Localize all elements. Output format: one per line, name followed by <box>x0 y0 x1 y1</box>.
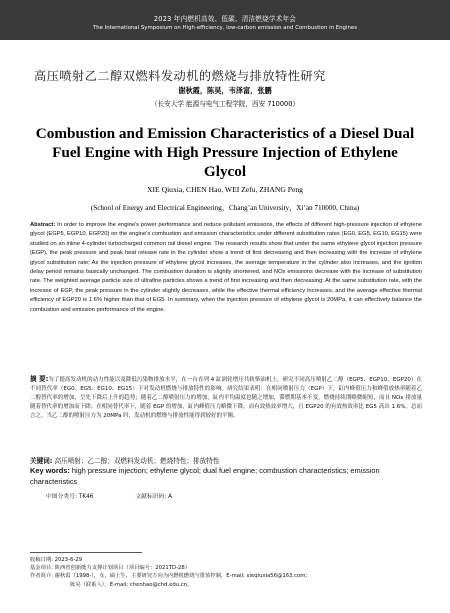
keywords-en <box>30 466 422 487</box>
affiliation-cn: （长安大学 能源与电气工程学院，西安 710000） <box>150 100 300 108</box>
paper-title-en: Combustion and Emission Characteristics of a Diesel Dual Fuel Engine with High Pressure Injection of Ethylene Glycol <box>35 125 415 180</box>
keywords-cn-label: 关键词: <box>30 457 53 465</box>
abstract-en-text: In order to improve the engine's power performance and reduce pollutant emissions, the effects of different high-pressure injection of ethylene glycol (EGP5, EGP10, EGP20) on the engine's combustion and emission characteristics under different substitution rates (EG0, EG5, EG10, EG15) were studied on an inline 4-cylinder turbocharged common rail diesel engine. The research results show that under the same ethylene glycol injection pressure (EGP), the peak pressure and peak heat release rate in the cylinder show a trend of first decreasing and then increasing with the increase of ethylene glycol substitution rate; As the injection pressure of ethylene glycol increases, the average temperature in the cylinder also increases, and the ignition delay period remains basically unchanged. The combustion duration is slightly shortened, and NOx emissions decrease with the increase of substitution rate. The weighted average particle size of ultrafine particles shows a trend of first increasing and then decreasing; At the same substitution rate, with the increase of EGP, the peak pressure in the cylinder slightly decreases, while the effective thermal efficiency increases, and the average effective thermal efficiency of EGP20 is 1.6% higher than that of EG5. In summary, when the injection pressure of ethylene glycol is 20MPa, it can effectively balance the combustion and emission performance of the engine. <box>30 222 422 313</box>
footnote-divider <box>30 552 142 553</box>
authors-en: XIE Qiuxia, CHEN Hao, WEI Zefu, ZHANG Peng <box>147 185 303 194</box>
paper-title-cn: 高压喷射乙二醇双燃料发动机的燃烧与排放特性研究 <box>34 69 326 83</box>
footnote-received: 收稿日期: 2023-6-29 <box>30 557 83 563</box>
keywords-cn-text: 高压喷射；乙二醇；双燃料发动机；燃烧特性；排放特性 <box>52 457 220 465</box>
conference-name-en: The International Symposium on High-efficiency, low-carbon emission and Combustion in Engines <box>92 25 358 31</box>
clc-number: 中图分类号: TK46 <box>46 494 94 500</box>
keywords-en-text: high pressure injection; ethylene glycol; dual fuel engine; combustion characteristics; emission characteristics <box>30 466 380 486</box>
conference-header-bar <box>0 0 450 40</box>
abstract-cn-text: 为了提高发动机的动力性能以及降低污染物排放水平，在一台直列 4 缸涡轮增压共轨柴油机上，研究不同高压喷射乙二醇（EGP5、EGP10、EGP20）在不同替代率（EG0、EG5、EG10、EG15）下对发动机燃烧与排放特性的影响。研究结果表明：在相同喷射压力（EGP）下，缸内峰值压力和峰值放热率随着乙二醇替代率的增加，呈先下降后上升的趋势；随着乙二醇喷射压力的增加，缸内平均温度也随之增加，滞燃期基本不变，燃烧持续期略微缩短，而且 NOx 排放量随着替代率的增加而下降；在相同替代率下，随着 EGP 的增加，缸内峰值压力略微下降，而有效热效率增大，且 EGP20 的有效热效率比 EG5 高出 1.6%。总而言之，当乙二醇的喷射压力为 20MPa 时，发动机的燃烧与排放性能得到较好的平衡。 <box>30 377 422 419</box>
footnote-author-bio: 作者简介: 谢秋霞（1998-），女，硕士生，主要研究方向为内燃机燃烧与排放控制，E-mail: xieqiuxia56@163.com; <box>30 573 308 580</box>
abstract-en <box>30 221 422 315</box>
abstract-cn <box>30 375 422 421</box>
footnote-contact: 陈昊（联系人），E-mail: chenhao@chd.edu.cn。 <box>70 581 193 588</box>
authors-cn: 谢秋霞，陈昊，韦泽富，张鹏 <box>178 86 272 95</box>
keywords-en-label: Key words: <box>30 466 70 475</box>
abstract-cn-label: 摘 要: <box>30 375 49 383</box>
abstract-en-label: Abstract: <box>30 222 56 228</box>
conference-name-cn: 2023 年内燃机高效、低碳、清洁燃烧学术年会 <box>153 15 297 23</box>
document-code: 文献标识码: A <box>135 494 173 500</box>
footnote <box>30 556 430 589</box>
footnote-fund: 基金项目: 陕西省创新能力支撑计划项目（项目编号：2021TD-28） <box>30 565 191 572</box>
classification-line <box>46 491 212 500</box>
keywords-cn <box>30 455 422 465</box>
affiliation-en: (School of Energy and Electrical Engineering，Chang’an University，Xi’an 710000, China) <box>90 204 360 212</box>
